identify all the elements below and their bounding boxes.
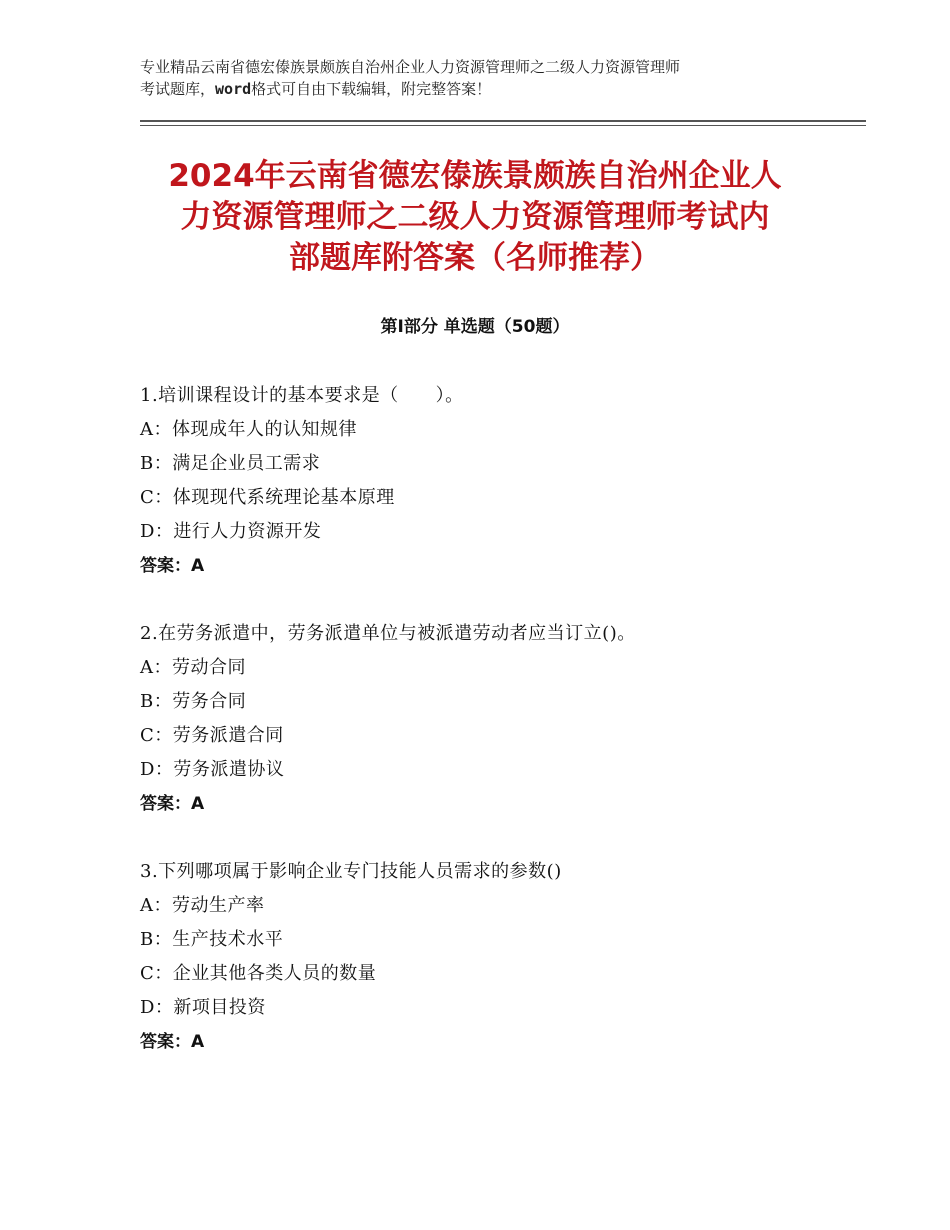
option-d: D：进行人力资源开发 <box>140 521 322 542</box>
header-note-text-b: 格式可自由下载编辑，附完整答案！ <box>251 80 492 98</box>
section-title: 第Ⅰ部分 单选题（50题） <box>380 317 570 337</box>
option-d: D：新项目投资 <box>140 997 266 1018</box>
document-title-line-2: 力资源管理师之二级人力资源管理师考试内 <box>180 199 770 235</box>
header-note-text-a: 考试题库， <box>140 80 216 98</box>
option-c: C：企业其他各类人员的数量 <box>140 963 377 984</box>
header-divider-thin <box>140 125 866 126</box>
header-note <box>140 56 830 100</box>
option-b: B：满足企业员工需求 <box>140 453 321 474</box>
question-stem: 2.在劳务派遣中，劳务派遣单位与被派遣劳动者应当订立()。 <box>140 623 636 644</box>
option-a: A：体现成年人的认知规律 <box>140 419 357 440</box>
header-note-line-1: 专业精品云南省德宏傣族景颇族自治州企业人力资源管理师之二级人力资源管理师 <box>140 58 681 76</box>
option-c: C：劳务派遣合同 <box>140 725 284 746</box>
document-title-line-1: 2024年云南省德宏傣族景颇族自治州企业人 <box>168 158 782 194</box>
answer-line: 答案：A <box>140 1032 205 1052</box>
document-title <box>130 156 820 279</box>
question-item <box>140 855 860 1059</box>
answer-line: 答案：A <box>140 794 205 814</box>
option-c: C：体现现代系统理论基本原理 <box>140 487 395 508</box>
header-note-line-2 <box>140 78 830 100</box>
option-d: D：劳务派遣协议 <box>140 759 285 780</box>
question-stem: 1.培训课程设计的基本要求是（ ）。 <box>140 385 464 406</box>
document-title-line-3: 部题库附答案（名师推荐） <box>289 240 661 276</box>
header-divider-thick <box>140 120 866 122</box>
option-a: A：劳动合同 <box>140 657 246 678</box>
option-a: A：劳动生产率 <box>140 895 265 916</box>
question-item <box>140 617 860 821</box>
answer-line: 答案：A <box>140 556 205 576</box>
question-item <box>140 379 860 583</box>
question-stem: 3.下列哪项属于影响企业专门技能人员需求的参数() <box>140 861 562 882</box>
header-note-word: word <box>215 80 252 98</box>
option-b: B：生产技术水平 <box>140 929 284 950</box>
option-b: B：劳务合同 <box>140 691 247 712</box>
question-list <box>140 379 860 1093</box>
